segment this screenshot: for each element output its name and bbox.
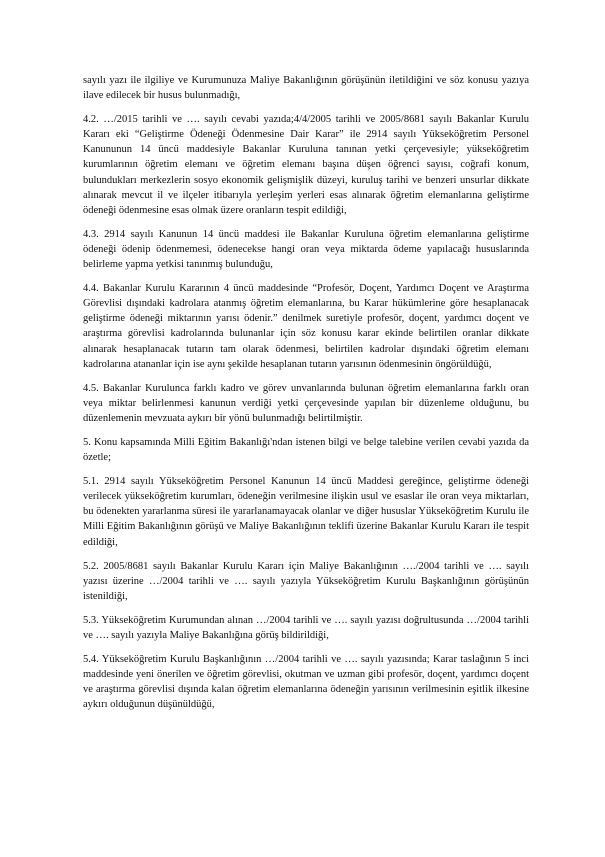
- paragraph-continuation: sayılı yazı ile ilgiliye ve Kurumunuza Maliye Bakanlığının görüşünün iletildiğini ve söz konusu yazıya ilave edilecek bir husus bulunmadığı,: [83, 75, 529, 102]
- paragraph-4-5: 4.5. Bakanlar Kurulunca farklı kadro ve görev unvanlarında bulunan öğretim elemanlarına farklı oran veya miktar belirlenmesi kanunun verdiği yetki çerçevesinde yapılan bir düzenleme olduğunu, bu düzenlemenin mevzuata aykırı bir yönü bulunmadığı belirtilmiştir.: [83, 382, 529, 424]
- paragraph-5-3: 5.3. Yükseköğretim Kurumundan alınan …/2004 tarihli ve …. sayılı yazısı doğrultusunda …/2004 tarihli ve …. sayılı yazıyla Maliye Bakanlığına görüş bildirildiği,: [83, 614, 529, 641]
- paragraph-5-1: 5.1. 2914 sayılı Yükseköğretim Personel Kanunun 14 üncü Maddesi gereğince, geliştirme ödeneği verilecek yükseköğretim kurumları, ödeneğin verilmesine ilişkin usul ve esaslar ile oran veya miktarları, bu ödenekten yararlanma süresi ile yararlanamayacak olanlar ve diğer hususlar Yükseköğretim Kurulu ile Milli Eğitim Bakanlığının görüşü ve Maliye Bakanlığının teklifi üzerine Bakanlar Kurulu Kararı ile tespit edildiği,: [83, 476, 529, 548]
- paragraph-5-2: 5.2. 2005/8681 sayılı Bakanlar Kurulu Kararı için Maliye Bakanlığının …./2004 tarihli ve …. sayılı yazısı üzerine …/2004 tarihli ve …. sayılı yazıyla Yükseköğretim Kurulu Başkanlığının görüşünün istenildiği,: [83, 560, 529, 602]
- paragraph-4-3: 4.3. 2914 sayılı Kanunun 14 üncü maddesi ile Bakanlar Kuruluna öğretim elemanlarına geliştirme ödeneği ödenip ödenmemesi, ödenecekse hangi oran veya miktarda ödeme yapılacağı hususlarında belirleme yapma yetkisi tanınmış bulunduğu,: [83, 228, 529, 271]
- paragraph-4-2: 4.2. …/2015 tarihli ve …. sayılı cevabi yazıda;4/4/2005 tarihli ve 2005/8681 sayılı Bakanlar Kurulu Kararı eki “Geliştirme Ödeneği Ödenmesine Dair Karar” ile 2914 sayılı Yükseköğretim Personel Kanununun 14 üncü maddesiyle Bakanlar Kuruluna tanınan yetki çerçevesiyle; yükseköğretim kurumlarının öğretim elemanı ve öğretim elemanı başına düşen öğrenci sayısı, coğrafi konum, bulundukları merkezlerin sosyo ekonomik gelişmişlik düzeyi, kuruluş tarihi ve benzeri unsurlar dikkate alınarak mevcut il ve ilçeler itibarıyla yerleşim yerleri esas alınarak öğretim elemanlarına geliştirme ödeneği ödenmesine esas olmak üzere oranların tespit edildiği,: [83, 114, 529, 216]
- paragraph-5: 5. Konu kapsamında Milli Eğitim Bakanlığı'ndan istenen bilgi ve belge talebine verilen cevabi yazıda da özetle;: [83, 436, 529, 464]
- paragraph-5-4: 5.4. Yükseköğretim Kurulu Başkanlığının …/2004 tarihli ve …. sayılı yazısında; Karar taslağının 5 inci maddesinde yeni önerilen ve öğretim görevlisi, okutman ve uzman gibi profesör, doçent, yardımcı doçent ve araştırma görevlisi dışında kalan öğretim elemanlarına ödeneğin yarısının verilmesinin eşitlik ilkesine aykırı olduğunun düşünüldüğü,: [83, 654, 529, 711]
- document-page: [83, 73, 529, 721]
- paragraph-4-4: 4.4. Bakanlar Kurulu Kararının 4 üncü maddesinde “Profesör, Doçent, Yardımcı Doçent ve Araştırma Görevlisi dışındaki kadrolara atanmış öğretim elemanlarına, bu Karar hükümlerine göre hesaplanacak geliştirme ödeneği miktarının yarısı ödenir.” denilmek suretiyle profesör, doçent, yardımcı doçent ve araştırma görevlisi kadrolarında bulunanlar için söz konusu karar ekinde belirtilen oranlar dikkate alınarak hesaplanacak tutarın tam olarak ödenmesi, belirtilen kadrolar dışındaki öğretim elemanı kadrolarına atananlar için ise aynı şekilde hesaplanan tutarın yarısının ödenmesinin öngörüldüğü,: [83, 283, 529, 370]
